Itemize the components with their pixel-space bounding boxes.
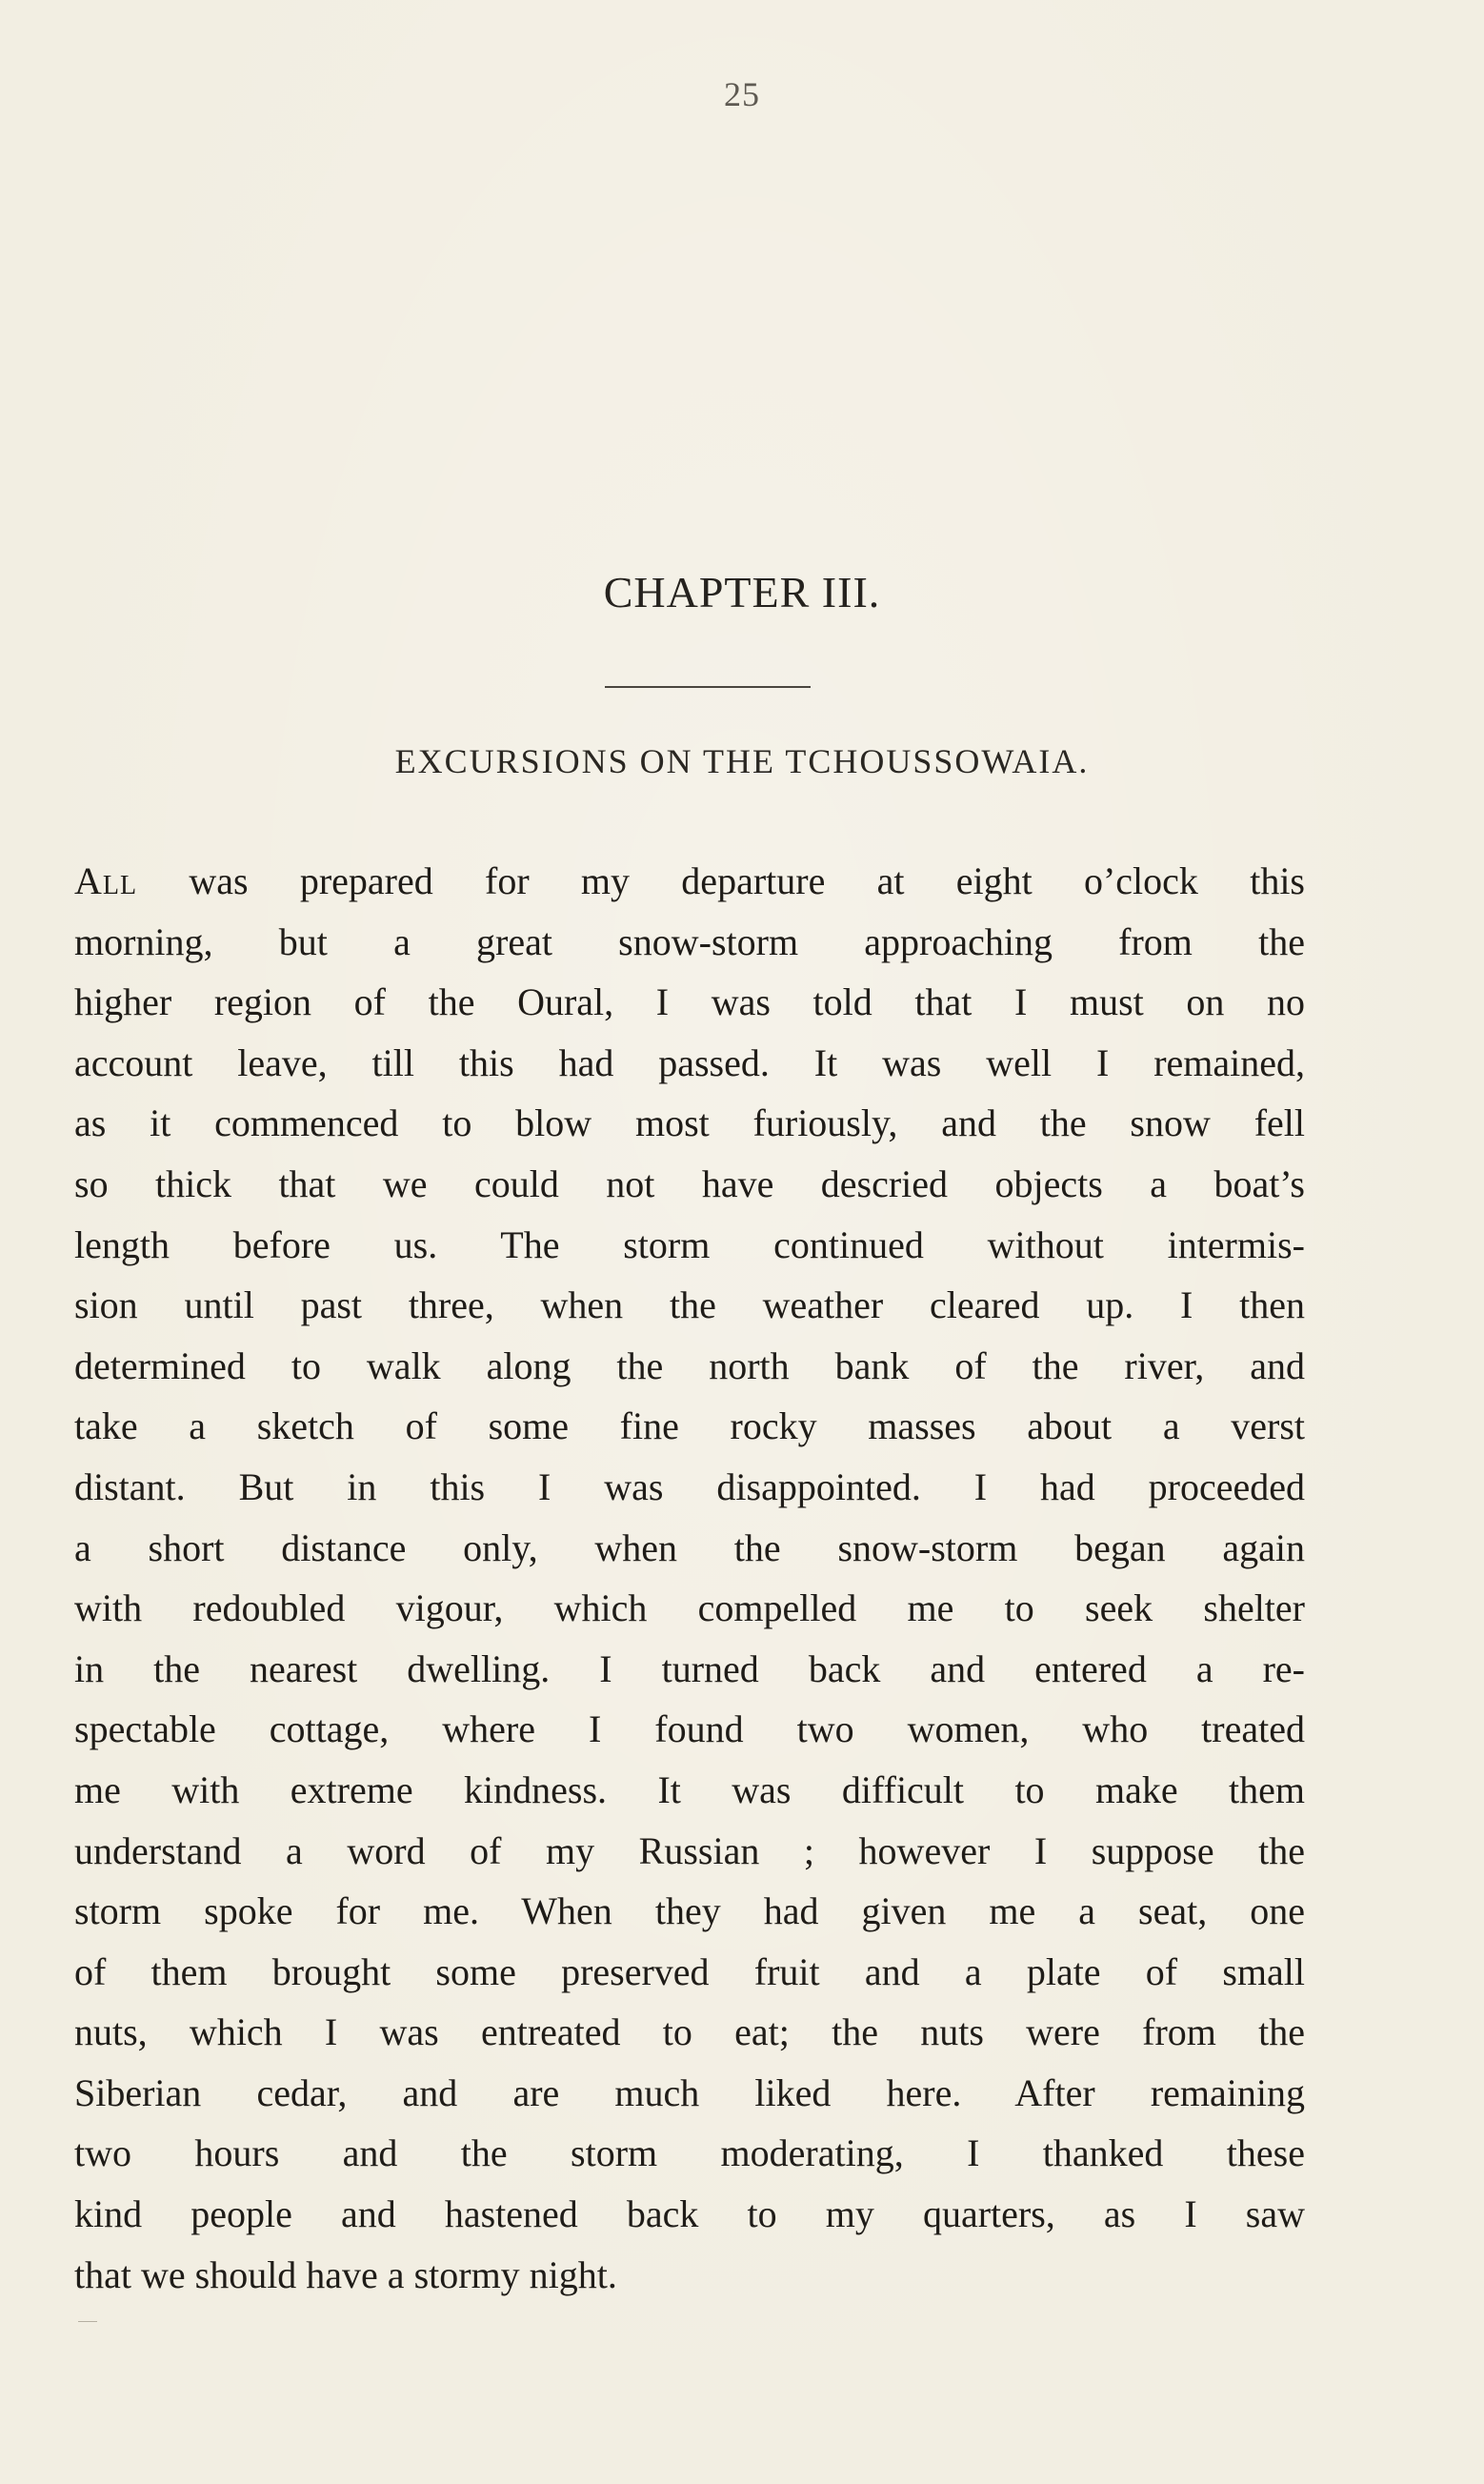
text-line: understand a word of my Russian ; however I suppose the [74,1828,1305,1872]
print-mark [78,2321,97,2322]
body-paragraph [74,851,1305,2305]
text-line: of them brought some preserved fruit and a plate of small [74,1949,1305,1993]
text-line: nuts, which I was entreated to eat; the nuts were from the [74,2010,1305,2054]
text-line: distant. But in this I was disappointed. I had proceeded [74,1464,1305,1508]
text-line: length before us. The storm continued without intermis- [74,1222,1305,1266]
text-line: sion until past three, when the weather cleared up. I then [74,1283,1305,1327]
text-line: storm spoke for me. When they had given me a seat, one [74,1889,1305,1933]
text-line-rest: was prepared for my departure at eight o’clock this [137,859,1305,902]
text-line: kind people and hastened back to my quarters, as I saw [74,2192,1305,2236]
text-line: me with extreme kindness. It was difficult to make them [74,1767,1305,1811]
chapter-divider-rule [605,686,811,688]
text-line: that we should have a stormy night. [74,2252,617,2296]
text-line: higher region of the Oural, I was told that I must on no [74,980,1305,1024]
page-number: 25 [724,75,760,113]
text-line: as it commenced to blow most furiously, and the snow fell [74,1101,1305,1145]
text-line: Siberian cedar, and are much liked here. After remaining [74,2070,1305,2114]
text-line: in the nearest dwelling. I turned back and entered a re- [74,1646,1305,1690]
text-line: spectable cottage, where I found two women, who treated [74,1707,1305,1751]
text-line: so thick that we could not have descried objects a boat’s [74,1161,1305,1205]
chapter-heading: CHAPTER III. [603,568,881,616]
text-line: morning, but a great snow-storm approaching from the [74,919,1305,963]
text-line [74,851,1305,912]
text-line: determined to walk along the north bank of the river, and [74,1343,1305,1387]
chapter-title: EXCURSIONS ON THE TCHOUSSOWAIA. [394,742,1090,780]
text-line: account leave, till this had passed. It was well I remained, [74,1040,1305,1084]
text-line: two hours and the storm moderating, I thanked these [74,2131,1305,2175]
drop-word: All [74,859,138,902]
text-line: a short distance only, when the snow-storm began again [74,1525,1305,1569]
text-line: with redoubled vigour, which compelled me to seek shelter [74,1586,1305,1630]
text-line: take a sketch of some fine rocky masses about a verst [74,1404,1305,1448]
